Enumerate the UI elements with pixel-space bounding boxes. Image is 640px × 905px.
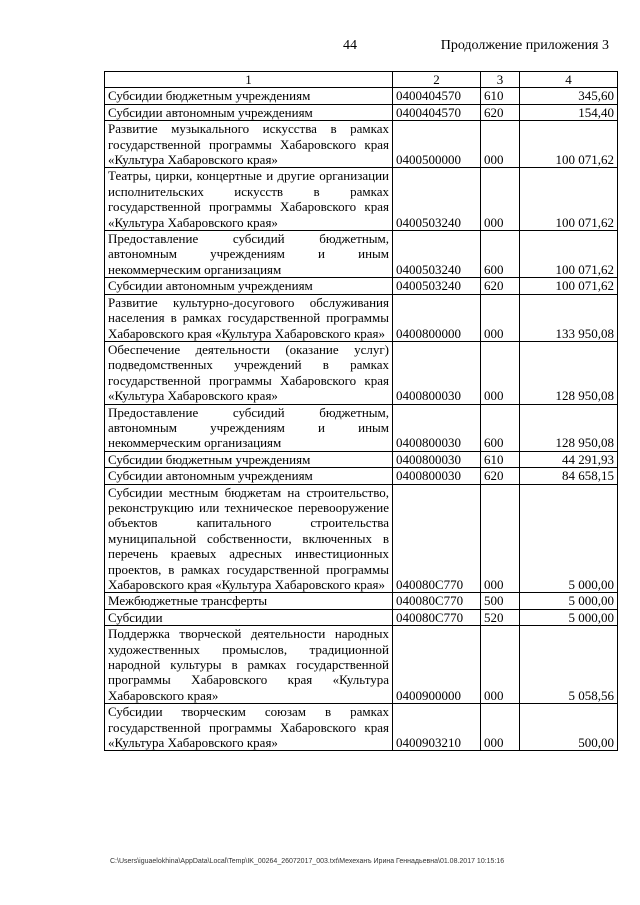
table-header-row [105,72,618,88]
table-row [105,121,618,168]
column-header-name: 1 [105,72,393,88]
row-vr-code: 600 [481,404,520,451]
row-sum: 345,60 [520,88,618,104]
row-vr-code: 000 [481,168,520,231]
table-row [105,609,618,625]
row-name: Поддержка творческой деятельности народных художественных промыслов, традиционной народной культуры в рамках государственной программы Хабаровского края «Культура Хабаровского края» [105,626,393,704]
row-vr-code: 610 [481,88,520,104]
row-vr-code: 620 [481,278,520,294]
row-name: Субсидии бюджетным учреждениям [105,451,393,467]
row-name: Предоставление субсидий бюджетным, автономным учреждениям и иным некоммерческим организациям [105,231,393,278]
column-header-sum: 4 [520,72,618,88]
column-header-csr: 2 [393,72,481,88]
table-row [105,704,618,751]
row-csr-code: 0400800030 [393,468,481,484]
column-header-vr: 3 [481,72,520,88]
row-vr-code: 000 [481,626,520,704]
table-row [105,451,618,467]
row-sum: 5 000,00 [520,484,618,593]
table-row [105,341,618,404]
table-row [105,294,618,341]
table-row [105,484,618,593]
table-row [105,104,618,120]
appendix-continuation-title: Продолжение приложения 3 [440,38,609,53]
row-vr-code: 500 [481,593,520,609]
row-sum: 5 000,00 [520,609,618,625]
row-csr-code: 0400500000 [393,121,481,168]
table-row [105,168,618,231]
table-row [105,626,618,704]
row-sum: 84 658,15 [520,468,618,484]
row-vr-code: 000 [481,704,520,751]
row-name: Субсидии местным бюджетам на строительство, реконструкцию или техническое перевооружение объектов капитального строительства муниципальной собственности, включенных в перечень краевых адресных инвестиционных проектов, в рамках государственной программы Хабаровского края «Культура Хабаровского края» [105,484,393,593]
row-vr-code: 520 [481,609,520,625]
row-sum: 100 071,62 [520,278,618,294]
row-vr-code: 000 [481,484,520,593]
page-number: 44 [343,38,357,53]
row-name: Развитие музыкального искусства в рамках государственной программы Хабаровского края «Культура Хабаровского края» [105,121,393,168]
table-row [105,404,618,451]
row-name: Межбюджетные трансферты [105,593,393,609]
row-sum: 500,00 [520,704,618,751]
footer-file-path: C:\Users\iguaelokhina\AppData\Local\Temp\IK_00264_26072017_003.txt\Мехеханъ Ирина Геннадьевна\01.08.2017 10:15:16 [110,858,505,865]
row-name: Субсидии автономным учреждениям [105,278,393,294]
row-csr-code: 0400404570 [393,88,481,104]
row-name: Предоставление субсидий бюджетным, автономным учреждениям и иным некоммерческим организациям [105,404,393,451]
row-name: Обеспечение деятельности (оказание услуг) подведомственных учреждений в рамках государственной программы Хабаровского края «Культура Хабаровского края» [105,341,393,404]
row-name: Субсидии [105,609,393,625]
row-csr-code: 0400503240 [393,168,481,231]
row-csr-code: 0400503240 [393,278,481,294]
row-csr-code: 0400900000 [393,626,481,704]
row-csr-code: 040080С770 [393,593,481,609]
row-sum: 128 950,08 [520,404,618,451]
row-name: Субсидии автономным учреждениям [105,468,393,484]
table-row [105,593,618,609]
table-row [105,278,618,294]
row-csr-code: 0400800030 [393,341,481,404]
row-csr-code: 040080С770 [393,609,481,625]
table-row [105,231,618,278]
row-sum: 5 000,00 [520,593,618,609]
row-sum: 44 291,93 [520,451,618,467]
row-vr-code: 620 [481,468,520,484]
row-csr-code: 0400800030 [393,404,481,451]
row-sum: 100 071,62 [520,121,618,168]
row-name: Субсидии творческим союзам в рамках государственной программы Хабаровского края «Культура Хабаровского края» [105,704,393,751]
row-csr-code: 0400503240 [393,231,481,278]
row-vr-code: 610 [481,451,520,467]
row-csr-code: 0400404570 [393,104,481,120]
row-sum: 128 950,08 [520,341,618,404]
row-sum: 5 058,56 [520,626,618,704]
table-row [105,468,618,484]
row-vr-code: 000 [481,294,520,341]
row-csr-code: 040080С770 [393,484,481,593]
row-name: Театры, цирки, концертные и другие организации исполнительских искусств в рамках государственной программы Хабаровского края «Культура Хабаровского края» [105,168,393,231]
row-vr-code: 620 [481,104,520,120]
row-sum: 100 071,62 [520,231,618,278]
row-vr-code: 000 [481,121,520,168]
row-vr-code: 000 [481,341,520,404]
budget-table [104,71,618,751]
table-row [105,88,618,104]
row-csr-code: 0400800000 [393,294,481,341]
row-csr-code: 0400800030 [393,451,481,467]
row-name: Развитие культурно-досугового обслуживания населения в рамках государственной программы Хабаровского края «Культура Хабаровского края» [105,294,393,341]
row-name: Субсидии автономным учреждениям [105,104,393,120]
row-sum: 133 950,08 [520,294,618,341]
row-sum: 100 071,62 [520,168,618,231]
row-sum: 154,40 [520,104,618,120]
row-vr-code: 600 [481,231,520,278]
row-name: Субсидии бюджетным учреждениям [105,88,393,104]
row-csr-code: 0400903210 [393,704,481,751]
